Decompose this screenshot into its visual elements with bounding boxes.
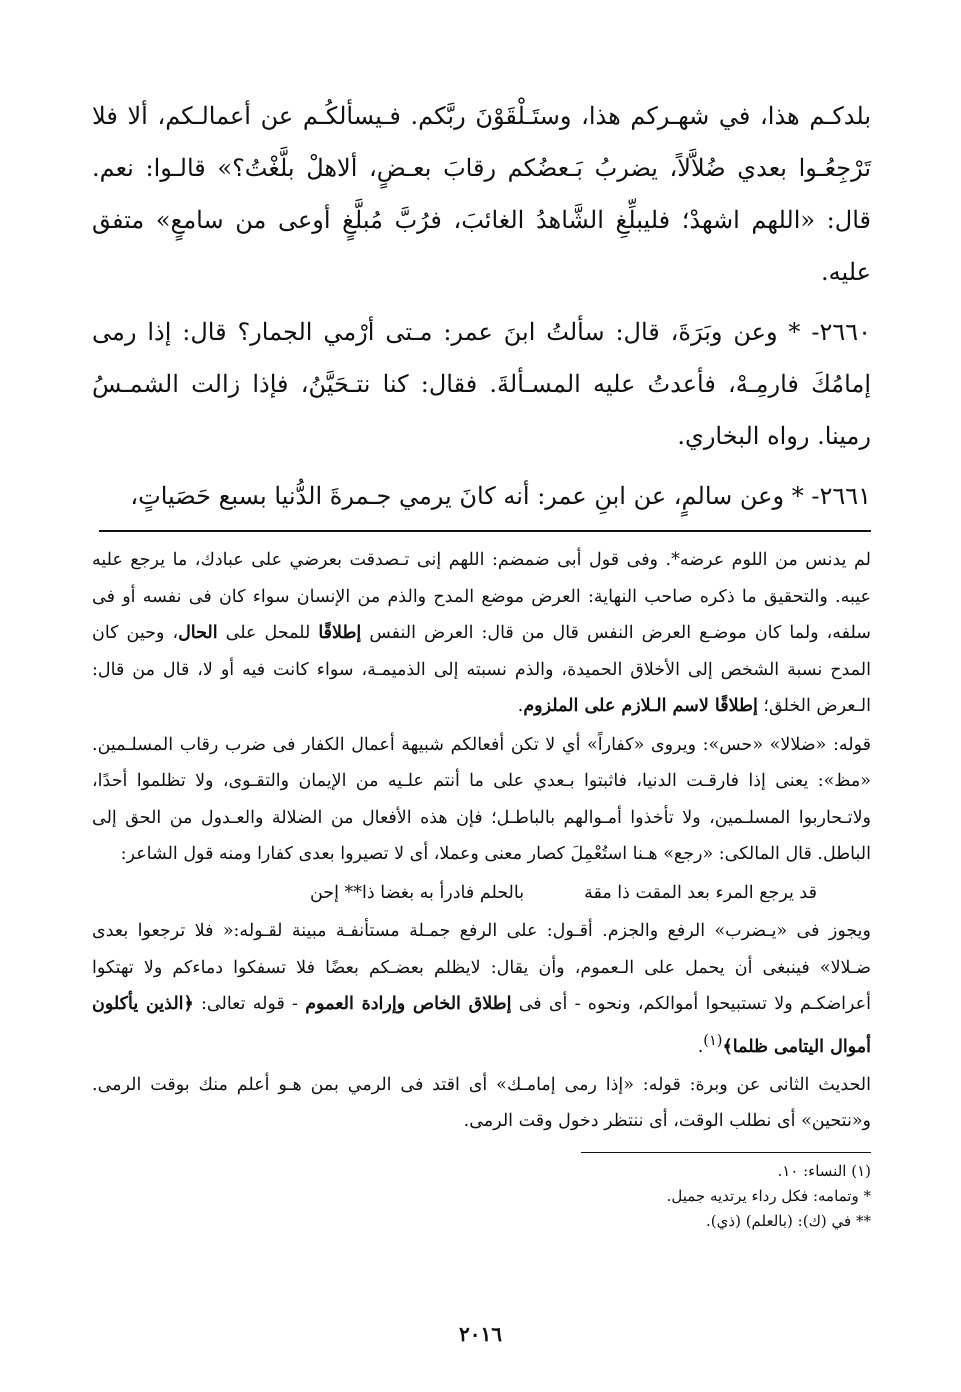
quran-quote: ﴿الذين يأكلون أموال اليتامى ظلما﴾ <box>92 994 871 1057</box>
hadith-paragraph: ٢٦٦٠- * وعن وبَرَةَ، قال: سألتُ ابنَ عمر: مـتى أرْمي الجمار؟ قال: إذا رمى إمامُكَ فارمِـهْ، فأعدتُ عليه المسـألةَ. فقال: كنا نتـحَيَّنُ، فإذا زالت الشمـسُ رمينا. رواه البخاري. <box>92 318 871 450</box>
hadith-paragraph: ٢٦٦١- * وعن سالمٍ، عن ابنِ عمر: أنه كانَ يرمي جـمرةَ الدُّنيا بسبع حَصَياتٍ، <box>130 482 871 510</box>
footnote-divider <box>581 1152 871 1153</box>
page-number: ٢٠١٦ <box>459 1322 502 1346</box>
footnotes <box>92 1159 871 1234</box>
footnote-ref[interactable]: (١) <box>703 1031 723 1049</box>
commentary-bold: إطلاقًا <box>318 623 362 643</box>
verse-hemistich-first: قد يرجع المرء بعد المقت ذا مقة <box>584 882 817 903</box>
footnote-item: * وتمامه: فكل رداء يرتديه جميل. <box>666 1186 871 1205</box>
poetry-verse <box>92 875 871 912</box>
commentary-segment: - قوله تعالى: <box>193 994 306 1014</box>
commentary-segment: ، وحين كان المدح نسبة الشخص إلى الأخلاق الحميدة، والذم نسبته إلى الذميمـة، سواء كانت فيه أو لا، قال من قال: الـعرض الخلق؛ <box>92 623 871 716</box>
footnote-item: (١) النساء: ١٠. <box>777 1161 871 1180</box>
hadith-text <box>92 90 871 522</box>
hadith-paragraph: بلدكـم هذا، في شهـركم هذا، وستَـلْقَوْنَ ربَّكم. فـيسألكُـم عن أعمالـكم، ألا فلا تَرْجِعُـوا بعدي ضُلاَّلاً، يضربُ بَـعضُكم رقابَ بعـضٍ، ألاهلْ بلَّغْتُ؟» قالـوا: نعم. قال: «اللهم اشهدْ؛ فليبلِّغِ الشَّاهدُ الغائبَ، فرُبَّ مُبلَّغٍ أوعى من سامعٍ» متفق عليه. <box>92 102 871 286</box>
commentary-bold: الحال <box>178 623 218 643</box>
commentary-segment: . <box>697 1036 704 1057</box>
verse-hemistich-second: بالحلم فادرأ به بغضا ذا** إحن <box>309 882 525 903</box>
section-divider <box>99 530 871 532</box>
commentary-bold: إطلاقًا لاسم الـلازم على الملزوم <box>523 696 758 716</box>
footnote-item: ** في (ك): (بالعلم) (ذي). <box>706 1211 871 1230</box>
commentary-text <box>92 542 871 1140</box>
commentary-segment: لم يدنس من اللوم عرضه*. وفى قول أبى ضمضم: اللهم إنى تـصدقت بعرضي على عبادك، ما يرجع عليه عيبه. والتحقيق ما ذكره صاحب النهاية: العرض موضع المدح والذم من الإنسان سواء كان فى نفسه أو فى سلفه، ولما كان موضـع العرض النفس قال من قال: العرض النفس <box>92 550 871 643</box>
commentary-segment: للمحل على <box>217 623 319 643</box>
commentary-paragraph <box>92 542 871 725</box>
commentary-paragraph: الحديث الثانى عن وبرة: قوله: «إذا رمى إمامـك» أى اقتد فى الرمي بمن هـو أعلم منك بوقت الرمى. و«نتحين» أى نطلب الوقت، أى ننتظر دخول وقت الرمى. <box>92 1074 871 1132</box>
commentary-bold: إطلاق الخاص وإرادة العموم <box>305 994 512 1014</box>
commentary-segment: . <box>517 696 524 716</box>
commentary-paragraph: قوله: «ضلالا» «حس»: ويروى «كفاراً» أي لا تكن أفعالكم شبيهة أعمال الكفار فى ضرب رقاب المسلـمين. «مظ»: يعنى إذا فارقـت الدنيا، فاثبتوا بـعدي على ما أنتم علـيه من الإيمان والتقـوى، ولا تظلموا أحدًا، ولاتـحاربوا المسلـمين، ولا تأخذوا أمـوالهم بالباطـل؛ فإن هذه الأفعال من الضلالة والعـدول من الحق إلى الباطل. قال المالكى: «رجع» هـنا استُعْمِلَ كصار معنى وعملا، أى لا تصيروا بعدى كفارا ومنه قول الشاعر: <box>92 734 871 864</box>
commentary-paragraph <box>92 913 871 1065</box>
commentary-segment: ويجوز فى «يـضرب» الرفع والجزم. أقـول: على الرفع جمـلة مستأنفـة مبينة لقـوله:« فلا ترجعوا بعدى ضـلالا» فينبغى أن يحمل على الـعموم، وأن يقال: لايظلم بعضـكم بعضًا فلا تسفكوا دماءكم ولا تهتكوا أعراضكـم ولا تستبيحوا أموالكم، ونحوه - أى فى <box>92 921 871 1014</box>
